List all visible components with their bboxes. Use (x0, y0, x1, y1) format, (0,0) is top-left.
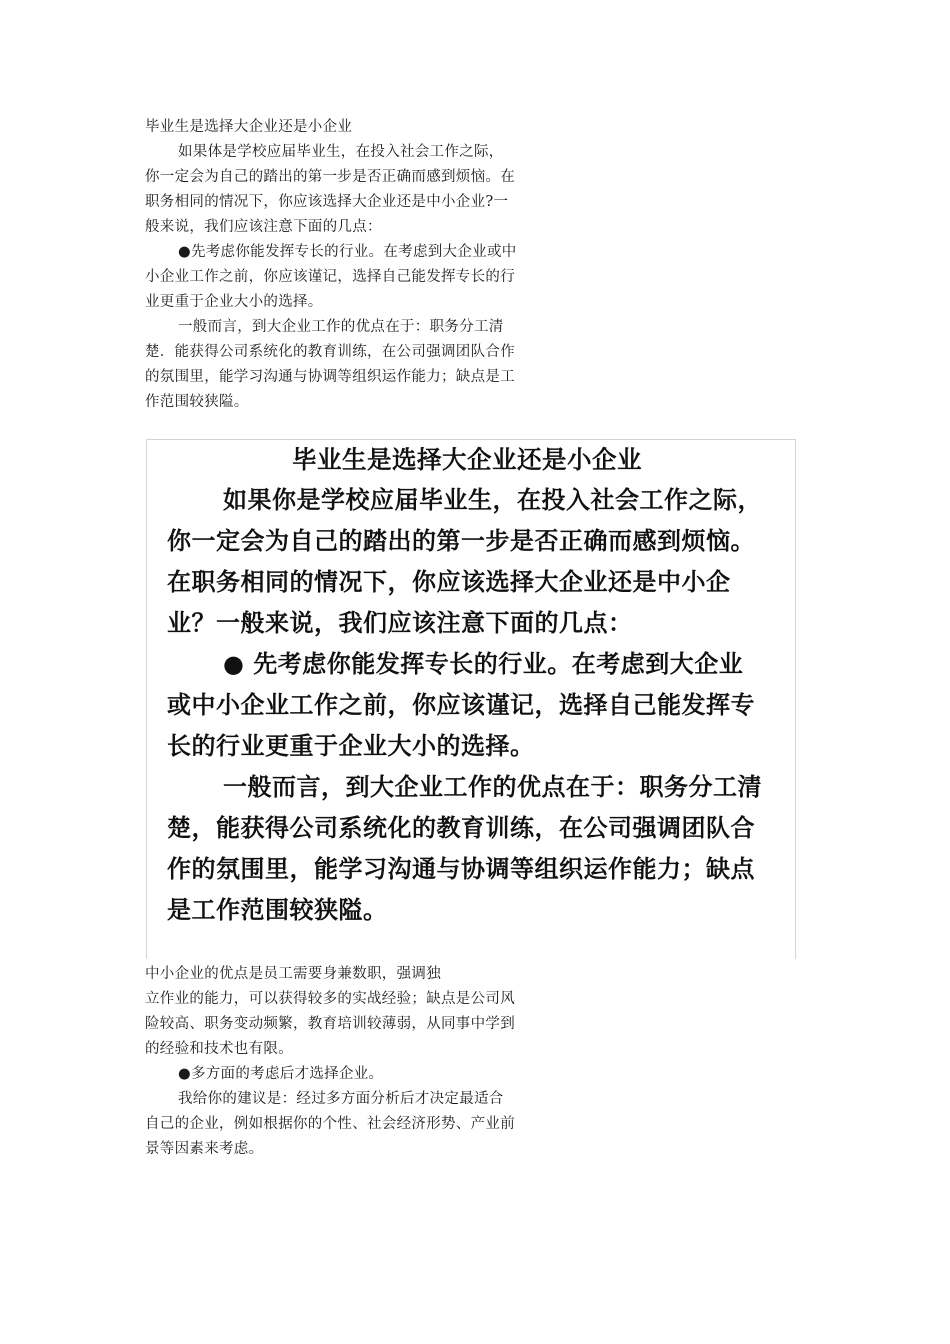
scanned-title: 毕业生是选择大企业还是小企业 (292, 445, 642, 474)
scanned-intro-paragraph: 如果你是学校应届毕业生，在投入社会工作之际，你一定会为自己的踏出的第一步是否正确而感到烦恼。在职务相同的情况下，你应该选择大企业还是中小企业？一般来说，我们应该注意下面的几点： (167, 486, 762, 637)
small-company-paragraph: 立作业的能力，可以获得较多的实战经验；缺点是公司风险较高、职务变动频繁，教育培训较薄弱，从同事中学到的经验和技术也有限。 (145, 991, 515, 1057)
advice-paragraph: 我给你的建议是：经过多方面分析后才决定最适合自己的企业，例如根据你的个性、社会经济形势、产业前景等因素来考虑。 (145, 1091, 515, 1157)
document-title: 毕业生是选择大企业还是小企业 (145, 119, 353, 135)
large-company-paragraph: 一般而言，到大企业工作的优点在于：职务分工清楚．能获得公司系统化的教育训练，在公司强调团队合作的氛围里，能学习沟通与协调等组织运作能力；缺点是工作范围较狭隘。 (145, 319, 515, 410)
scanned-large-company-paragraph: 一般而言，到大企业工作的优点在于：职务分工清楚，能获得公司系统化的教育训练，在公司强调团队合作的氛围里，能学习沟通与协调等组织运作能力；缺点是工作范围较狭隘。 (167, 773, 762, 924)
top-text-block (145, 115, 517, 415)
intro-paragraph: 如果体是学校应届毕业生，在投入社会工作之际，你一定会为自己的踏出的第一步是否正确而感到烦恼。在职务相同的情况下，你应该选择大企业还是中小企业?一般来说，我们应该注意下面的几点： (145, 144, 515, 235)
scanned-text-image (146, 439, 796, 959)
scanned-bullet-specialty: ● 先考虑你能发挥专长的行业。在考虑到大企业或中小企业工作之前，你应该谨记，选择自己能发挥专长的行业更重于企业大小的选择。 (167, 650, 755, 760)
small-company-paragraph-line1: 中小企业的优点是员工需要身兼数职，强调独 (145, 966, 441, 982)
bullet-specialty: ●先考虑你能发挥专长的行业。在考虑到大企业或中小企业工作之前，你应该谨记，选择自己能发挥专长的行业更重于企业大小的选择。 (145, 244, 517, 310)
bullet-consider: ●多方面的考虑后才选择企业。 (178, 1066, 384, 1082)
bottom-text-block (145, 962, 517, 1162)
